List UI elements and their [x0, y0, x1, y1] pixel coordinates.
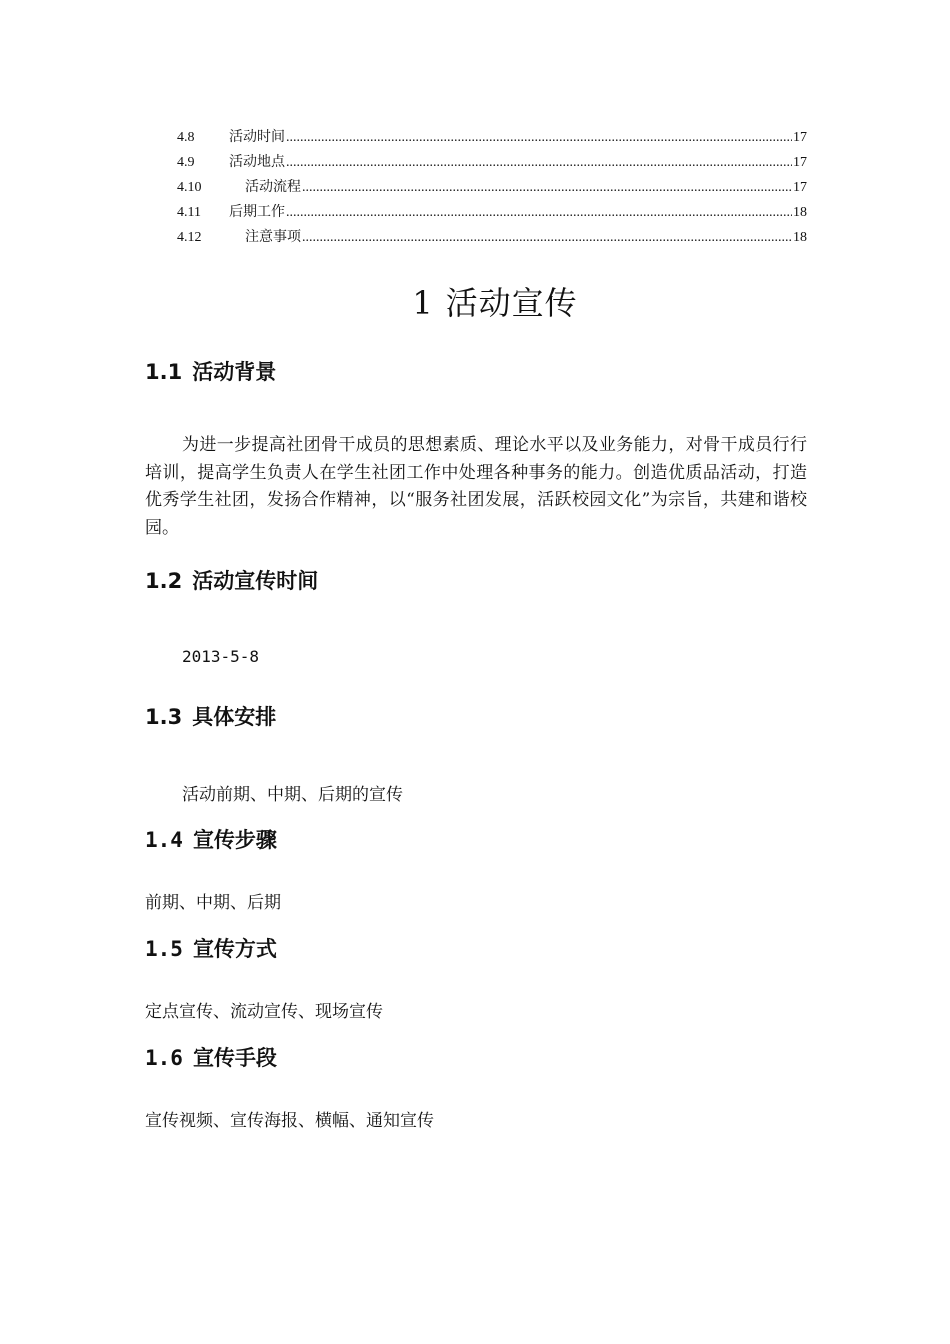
section-body: 为进一步提高社团骨干成员的思想素质、理论水平以及业务能力，对骨干成员行行培训，提高学生负责人在学生社团工作中处理各种事务的能力。创造优质品活动，打造优秀学生社团，发扬合作精神，以“服务社团发展，活跃校园文化”为宗旨，共建和谐校园。 — [145, 435, 807, 538]
section-number: 1.1 — [145, 360, 183, 384]
toc-entry[interactable] — [177, 226, 807, 251]
toc-leader — [302, 230, 792, 246]
toc-page-number: 17 — [793, 130, 807, 145]
section-heading — [145, 565, 318, 595]
section-heading — [145, 824, 277, 854]
table-of-contents — [177, 126, 807, 251]
toc-entry[interactable] — [177, 126, 807, 151]
toc-number: 4.11 — [177, 205, 201, 220]
toc-page-number: 18 — [793, 230, 807, 245]
section-number: 1.6 — [145, 1046, 183, 1070]
toc-title: 后期工作 — [229, 205, 285, 220]
toc-leader — [286, 155, 792, 171]
section-heading — [145, 701, 276, 731]
chapter-title: 活动宣传 — [445, 284, 578, 322]
toc-number: 4.8 — [177, 130, 195, 145]
toc-page-number: 17 — [793, 155, 807, 170]
toc-title: 活动时间 — [229, 130, 285, 145]
section-title: 宣传步骤 — [192, 828, 277, 852]
toc-page-number: 17 — [793, 180, 807, 195]
toc-number: 4.12 — [177, 230, 202, 245]
toc-title: 注意事项 — [245, 230, 301, 245]
section-heading — [145, 356, 276, 386]
section-body: 2013-5-8 — [182, 647, 260, 666]
section-number: 1.4 — [145, 828, 183, 852]
toc-entry[interactable] — [177, 176, 807, 201]
toc-number: 4.10 — [177, 180, 202, 195]
section-title: 活动背景 — [192, 360, 277, 384]
toc-number: 4.9 — [177, 155, 195, 170]
section-title: 具体安排 — [192, 705, 277, 729]
section-number: 1.5 — [145, 937, 183, 961]
toc-entry[interactable] — [177, 151, 807, 176]
toc-title: 活动流程 — [245, 180, 301, 195]
toc-leader — [302, 180, 792, 196]
toc-entry[interactable] — [177, 201, 807, 226]
section-heading — [145, 1042, 277, 1072]
toc-leader — [286, 130, 792, 146]
section-body: 前期、中期、后期 — [145, 893, 281, 913]
chapter-number: 1 — [412, 284, 434, 322]
section-body: 活动前期、中期、后期的宣传 — [182, 785, 403, 805]
section-number: 1.3 — [145, 705, 183, 729]
section-title: 宣传方式 — [192, 937, 277, 961]
section-title: 宣传手段 — [192, 1046, 277, 1070]
section-body: 定点宣传、流动宣传、现场宣传 — [145, 1002, 383, 1022]
section-body: 宣传视频、宣传海报、横幅、通知宣传 — [145, 1111, 434, 1131]
toc-page-number: 18 — [793, 205, 807, 220]
section-number: 1.2 — [145, 569, 183, 593]
chapter-heading — [0, 278, 950, 324]
section-heading — [145, 933, 277, 963]
toc-title: 活动地点 — [229, 155, 285, 170]
toc-leader — [286, 205, 792, 221]
section-title: 活动宣传时间 — [192, 569, 319, 593]
